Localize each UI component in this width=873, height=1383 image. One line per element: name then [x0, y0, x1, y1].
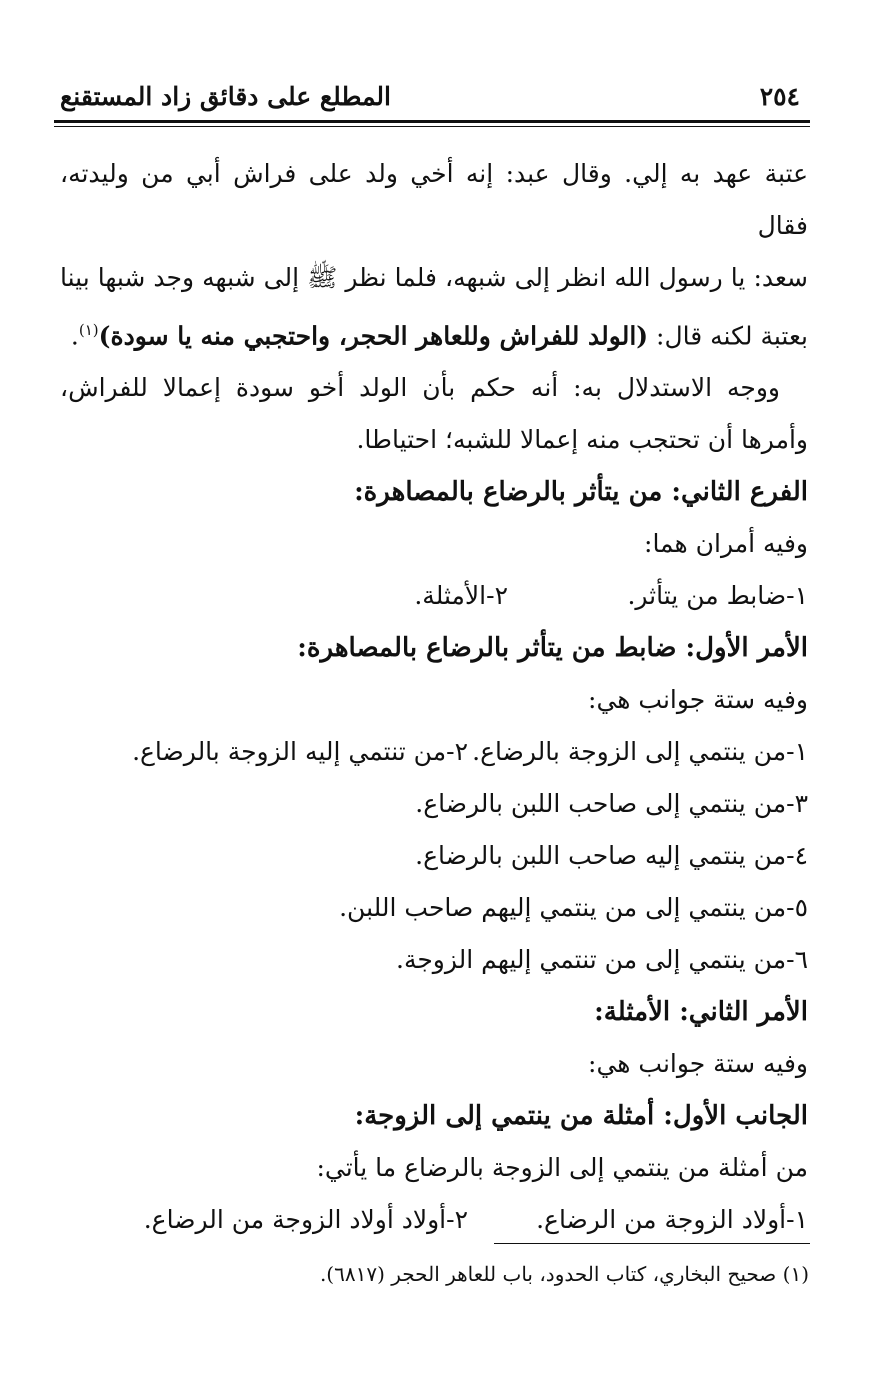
paragraph-line: وفيه ستة جوانب هي:: [588, 1049, 808, 1079]
text-span: بعتبة لكنه قال:: [648, 321, 808, 351]
list-item: ٦-من ينتمي إلى من تنتمي إليهم الزوجة.: [396, 945, 808, 975]
section-heading: الأمر الأول: ضابط من يتأثر بالرضاع بالمصاهرة:: [297, 633, 808, 664]
section-heading: الجانب الأول: أمثلة من ينتمي إلى الزوجة:: [354, 1101, 808, 1132]
list-item: ٥-من ينتمي إلى من ينتمي إليهم صاحب اللبن.: [339, 893, 808, 923]
list-row: [60, 1194, 808, 1246]
page-header: [60, 78, 810, 118]
list-item: ١-أولاد الزوجة من الرضاع.: [536, 1205, 808, 1235]
paragraph-line: سعد: يا رسول الله انظر إلى شبهه، فلما نظر ﷺ إلى شبهه وجد شبها بينا: [60, 263, 808, 292]
header-rule-thick: [54, 120, 810, 123]
list-row: [60, 726, 808, 778]
header-rule-thin: [54, 126, 810, 127]
paragraph-line: عتبة عهد به إلي. وقال عبد: إنه أخي ولد على فراش أبي من وليدته، فقال: [60, 159, 808, 240]
footnote: (١) صحيح البخاري، كتاب الحدود، باب للعاهر الحجر (٦٨١٧).: [319, 1262, 809, 1286]
running-book-title: المطلع على دقائق زاد المستقنع: [60, 82, 391, 111]
paragraph-line: وفيه ستة جوانب هي:: [588, 685, 808, 715]
list-item: ٢-الأمثلة.: [414, 581, 508, 611]
list-item: ٤-من ينتمي إليه صاحب اللبن بالرضاع.: [415, 841, 808, 871]
paragraph-line: وفيه أمران هما:: [644, 529, 808, 559]
list-row: [60, 570, 808, 622]
section-heading: الفرع الثاني: من يتأثر بالرضاع بالمصاهرة:: [354, 477, 808, 508]
footnote-separator: [494, 1243, 810, 1244]
list-item: ١-من ينتمي إلى الزوجة بالرضاع.: [472, 737, 808, 767]
list-item: ١-ضابط من يتأثر.: [627, 581, 808, 611]
paragraph-line: وأمرها أن تحتجب منه إعمالا للشبه؛ احتياطا.: [356, 425, 808, 455]
paragraph-line: من أمثلة من ينتمي إلى الزوجة بالرضاع ما يأتي:: [316, 1153, 808, 1183]
page-number: ٢٥٤: [759, 82, 800, 111]
hadith-quote: (الولد للفراش وللعاهر الحجر، واحتجبي منه يا سودة): [98, 321, 649, 351]
paragraph-line: ووجه الاستدلال به: أنه حكم بأن الولد أخو سودة إعمالا للفراش،: [60, 373, 780, 403]
main-text: [60, 148, 808, 1246]
footnote-reference[interactable]: (١): [78, 321, 99, 339]
list-item: ٣-من ينتمي إلى صاحب اللبن بالرضاع.: [415, 789, 808, 819]
list-item: ٢-من تنتمي إليه الزوجة بالرضاع.: [132, 737, 468, 767]
list-item: ٢-أولاد أولاد الزوجة من الرضاع.: [143, 1205, 468, 1235]
section-heading: الأمر الثاني: الأمثلة:: [594, 997, 808, 1028]
paragraph-line: بعتبة لكنه قال: (الولد للفراش وللعاهر الحجر، واحتجبي منه يا سودة)$^{(١)}$.: [70, 321, 808, 351]
